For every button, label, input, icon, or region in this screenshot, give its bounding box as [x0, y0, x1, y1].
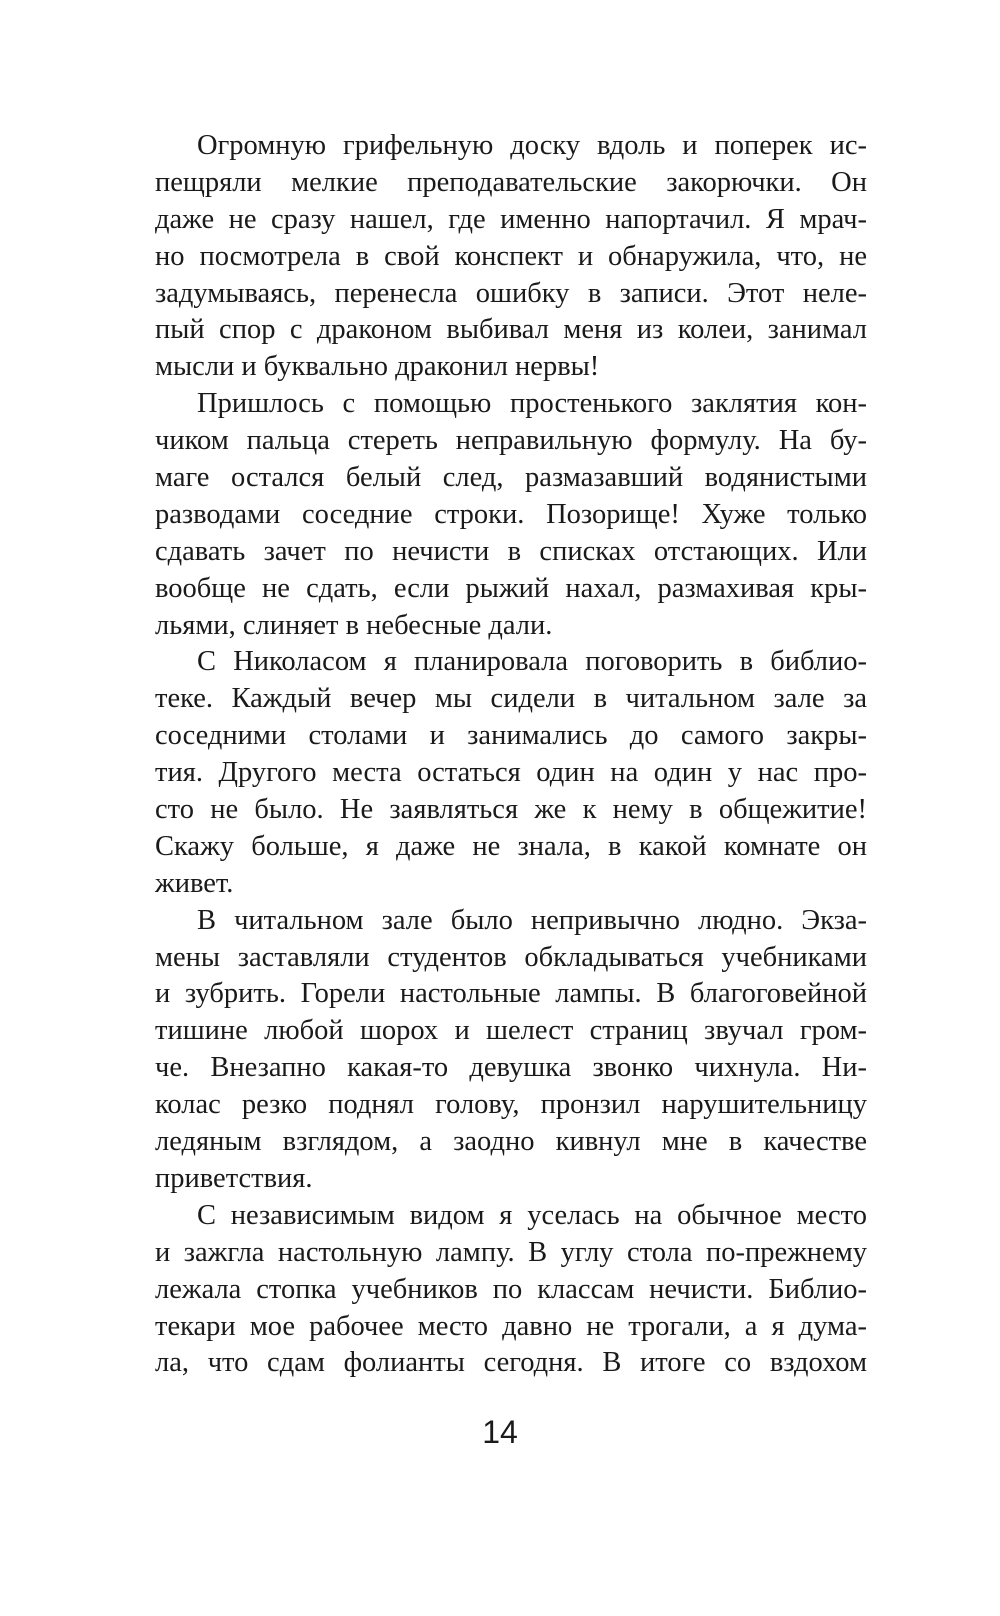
text-line: текари мое рабочее место давно не трогали, а я дума-: [155, 1310, 867, 1342]
text-line: вообще не сдать, если рыжий нахал, размахивая кры-: [155, 572, 867, 604]
text-line: задумываясь, перенесла ошибку в записи. Этот неле-: [155, 277, 867, 309]
text-line: разводами соседние строки. Позорище! Хуже только: [155, 498, 867, 530]
text-line: пещряли мелкие преподавательские закорючки. Он: [155, 166, 867, 198]
body-text: [155, 128, 867, 1382]
text-line: тишине любой шорох и шелест страниц звучал гром-: [155, 1015, 867, 1047]
text-line: теке. Каждый вечер мы сидели в читальном зале за: [155, 683, 867, 715]
text-line: чиком пальца стереть неправильную формулу. На бу-: [155, 425, 867, 457]
text-line: В читальном зале было непривычно людно. Экза-: [197, 904, 867, 936]
text-line: ла, что сдам фолианты сегодня. В итоге со вздохом: [155, 1347, 867, 1379]
text-line: мены заставляли студентов обкладываться учебниками: [155, 941, 867, 973]
text-line: пый спор с драконом выбивал меня из колеи, занимал: [155, 314, 867, 346]
text-line: сдавать зачет по нечисти в списках отстающих. Или: [155, 535, 867, 567]
text-line: Огромную грифельную доску вдоль и поперек ис-: [197, 130, 867, 161]
text-line: мысли и буквально драконил нервы!: [155, 351, 600, 383]
text-line: льями, слиняет в небесные дали.: [155, 609, 553, 641]
text-line: соседними столами и занимались до самого закры-: [155, 720, 867, 752]
text-line: Пришлось с помощью простенького заклятия кон-: [197, 388, 867, 420]
text-line: приветствия.: [155, 1162, 313, 1194]
text-line: сто не было. Не заявляться же к нему в общежитие!: [155, 794, 867, 826]
text-line: Скажу больше, я даже не знала, в какой комнате он: [155, 830, 867, 862]
text-line: но посмотрела в свой конспект и обнаружила, что, не: [155, 240, 867, 272]
text-line: колас резко поднял голову, пронзил нарушительницу: [155, 1089, 867, 1121]
text-line: С Николасом я планировала поговорить в библио-: [197, 646, 867, 678]
text-line: живет.: [155, 867, 234, 899]
text-line: и зажгла настольную лампу. В углу стола по-прежнему: [155, 1236, 867, 1268]
text-line: ледяным взглядом, а заодно кивнул мне в качестве: [155, 1126, 867, 1158]
text-line: С независимым видом я уселась на обычное место: [197, 1199, 867, 1231]
text-line: маге остался белый след, размазавший водянистыми: [155, 462, 867, 494]
text-line: и зубрить. Горели настольные лампы. В благоговейной: [155, 978, 867, 1010]
text-line: че. Внезапно какая-то девушка звонко чихнула. Ни-: [155, 1052, 867, 1084]
text-line: тия. Другого места остаться один на один у нас про-: [155, 757, 867, 789]
page-number: 14: [482, 1414, 518, 1450]
text-line: даже не сразу нашел, где именно напортачил. Я мрач-: [155, 203, 867, 235]
text-line: лежала стопка учебников по классам нечисти. Библио-: [155, 1273, 867, 1305]
